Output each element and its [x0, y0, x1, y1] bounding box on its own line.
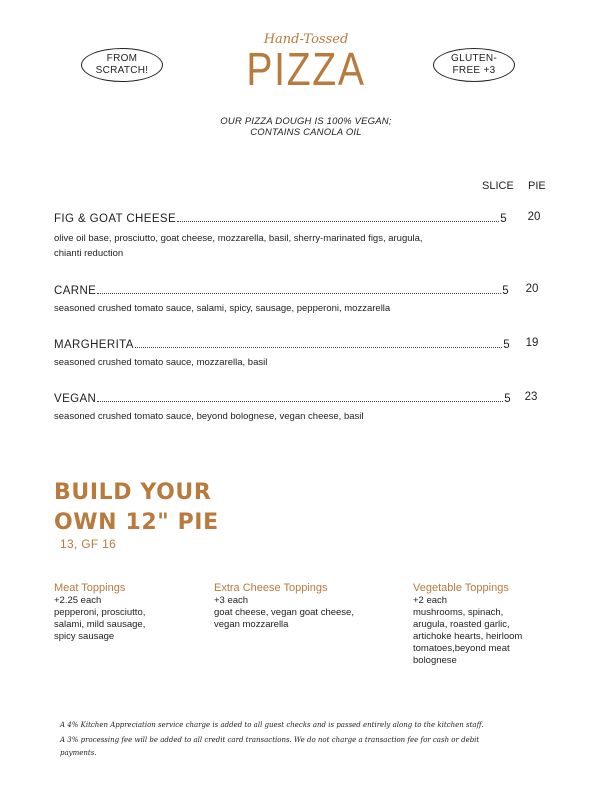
dot-leader [135, 347, 502, 348]
build-your-own-price: 13, GF 16 [60, 537, 117, 551]
item-description [54, 231, 474, 261]
dough-note-line1: OUR PIZZA DOUGH IS 100% VEGAN; [220, 116, 392, 127]
topping-category-title: Extra Cheese Toppings [214, 582, 328, 594]
footer-service-charge-note: A 4% Kitchen Appreciation service charge is added to all guest checks and is passed entirely along to the kitchen staff. [60, 721, 484, 729]
item-pie-price: 19 [525, 337, 539, 349]
item-pie-price: 20 [525, 283, 539, 295]
badge-line: FROM [106, 53, 138, 64]
item-name: CARNE [54, 285, 97, 297]
vegetable-toppings-column [413, 581, 573, 667]
item-description [54, 409, 474, 424]
dot-leader [97, 401, 503, 402]
topping-price: +3 each [214, 595, 249, 606]
meat-toppings-column [54, 581, 204, 643]
menu-title: PIZZA [246, 43, 366, 95]
dot-leader [177, 221, 499, 222]
badge-line: GLUTEN- [451, 53, 497, 64]
item-pie-price: 23 [524, 391, 538, 403]
extra-cheese-toppings-column [214, 581, 394, 631]
topping-line: mushrooms, spinach, [413, 607, 504, 618]
dot-leader [97, 293, 501, 294]
topping-line: goat cheese, vegan goat cheese, [214, 607, 354, 618]
build-your-own-heading [54, 478, 219, 538]
item-slice-price: 5 [500, 213, 507, 225]
heading-line: OWN 12" PIE [54, 510, 219, 535]
item-description [54, 355, 474, 370]
dough-note-line2: CONTAINS CANOLA OIL [250, 127, 362, 138]
description-line: olive oil base, prosciutto, goat cheese, mozzarella, basil, sherry-marinated figs, arugula, [54, 233, 423, 244]
column-header-slice: SLICE [482, 180, 514, 192]
menu-item-fig-goat-cheese [54, 211, 507, 225]
topping-line: artichoke hearts, heirloom [413, 631, 523, 642]
footer-processing-fee-note-cont: payments. [60, 749, 97, 757]
item-description [54, 301, 474, 316]
description-line: seasoned crushed tomato sauce, beyond bolognese, vegan cheese, basil [54, 411, 364, 422]
item-name: VEGAN [54, 393, 97, 405]
description-line: seasoned crushed tomato sauce, salami, spicy, sausage, pepperoni, mozzarella [54, 303, 391, 314]
topping-line: spicy sausage [54, 631, 115, 642]
item-slice-price: 5 [503, 339, 510, 351]
column-header-pie: PIE [528, 180, 546, 192]
heading-line: BUILD YOUR [54, 480, 212, 505]
topping-price: +2 each [413, 595, 448, 606]
topping-line: vegan mozzarella [214, 619, 289, 630]
topping-category-title: Meat Toppings [54, 582, 126, 594]
item-slice-price: 5 [504, 393, 511, 405]
item-name: MARGHERITA [54, 339, 134, 351]
topping-line: tomatoes,beyond meat [413, 643, 510, 654]
description-line: seasoned crushed tomato sauce, mozzarella, basil [54, 357, 268, 368]
topping-line: salami, mild sausage, [54, 619, 146, 630]
badge-line: FREE +3 [452, 65, 496, 76]
item-pie-price: 20 [527, 211, 541, 223]
topping-category-title: Vegetable Toppings [413, 582, 509, 594]
menu-item-carne [54, 283, 509, 297]
badge-line: SCRATCH! [95, 65, 149, 76]
topping-line: bolognese [413, 655, 457, 666]
description-line: chianti reduction [54, 248, 124, 259]
menu-item-vegan [54, 391, 511, 405]
topping-line: pepperoni, prosciutto, [54, 607, 146, 618]
menu-subtitle: Hand-Tossed [263, 32, 349, 47]
item-name: FIG & GOAT CHEESE [54, 213, 177, 225]
footer-processing-fee-note: A 3% processing fee will be added to all credit card transactions. We do not charge a transaction fee for cash or debit [60, 736, 480, 744]
item-slice-price: 5 [502, 285, 509, 297]
topping-line: arugula, roasted garlic, [413, 619, 510, 630]
menu-item-margherita [54, 337, 510, 351]
topping-price: +2.25 each [54, 595, 102, 606]
